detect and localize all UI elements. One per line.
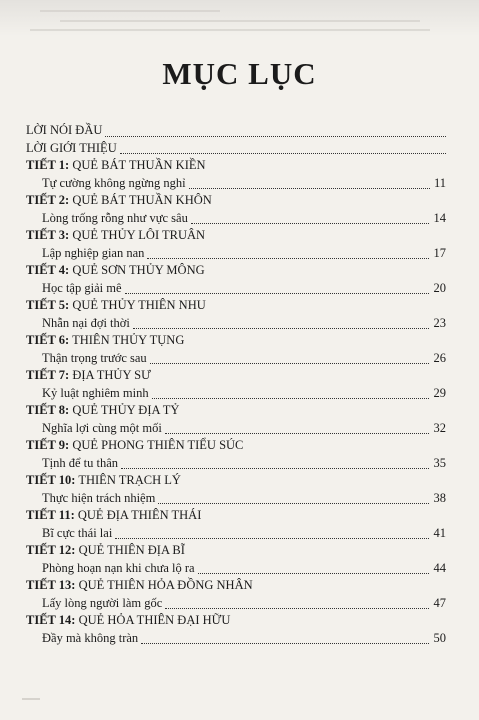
dot-leader (105, 136, 446, 137)
toc-entry-row (26, 560, 446, 578)
toc-entry-row (26, 350, 446, 368)
toc-section-row (26, 297, 446, 315)
section-label: TIẾT 12: (26, 543, 76, 557)
dot-leader (133, 328, 429, 329)
dot-leader (120, 153, 446, 154)
page-number: 50 (433, 630, 446, 645)
toc-entry-row (26, 420, 446, 438)
toc-entry-row (26, 490, 446, 508)
toc-entry-row (26, 525, 446, 543)
dot-leader (189, 188, 430, 189)
section-heading (26, 613, 230, 627)
dot-leader (165, 433, 429, 434)
section-label: TIẾT 6: (26, 333, 70, 347)
entry-title: Lập nghiệp gian nan (42, 245, 145, 260)
section-label: TIẾT 8: (26, 403, 70, 417)
toc-section-row (26, 472, 446, 490)
section-label: TIẾT 14: (26, 613, 76, 627)
page-number: 11 (433, 175, 446, 190)
section-heading (26, 333, 184, 347)
toc-section-row (26, 332, 446, 350)
dot-leader (150, 363, 429, 364)
toc-section-row (26, 507, 446, 525)
dot-leader (115, 538, 429, 539)
section-label: TIẾT 10: (26, 473, 76, 487)
toc-section-row (26, 542, 446, 560)
dot-leader (121, 468, 429, 469)
section-title: QUẺ BÁT THUẦN KHÔN (69, 193, 212, 207)
section-label: TIẾT 2: (26, 193, 70, 207)
section-title: QUẺ BÁT THUẦN KIỀN (69, 158, 206, 172)
section-label: TIẾT 4: (26, 263, 70, 277)
toc-front-row (26, 122, 446, 140)
section-title: QUẺ THIÊN ĐỊA BĨ (75, 543, 185, 557)
page-number: 17 (433, 245, 446, 260)
section-title: THIÊN TRẠCH LÝ (75, 473, 181, 487)
dot-leader (165, 608, 429, 609)
page-number: 38 (433, 490, 446, 505)
entry-title: Tịnh để tu thân (42, 455, 119, 470)
toc-section-row (26, 437, 446, 455)
dot-leader (198, 573, 429, 574)
entry-title: Đầy mà không tràn (42, 630, 139, 645)
top-bleed-area (0, 0, 479, 36)
page-number: 44 (433, 560, 446, 575)
section-heading (26, 508, 201, 522)
section-label: TIẾT 1: (26, 158, 70, 172)
section-label: TIẾT 13: (26, 578, 76, 592)
section-title: QUẺ THỦY ĐỊA TỶ (69, 403, 180, 417)
toc-section-row (26, 367, 446, 385)
toc-front-row (26, 140, 446, 158)
entry-title: Nghĩa lợi cùng một mối (42, 420, 162, 435)
entry-title: Phòng hoạn nạn khi chưa lộ ra (42, 560, 195, 575)
section-label: TIẾT 9: (26, 438, 70, 452)
entry-title: LỜI NÓI ĐẦU (26, 123, 103, 137)
page-number: 20 (433, 280, 446, 295)
toc-section-row (26, 262, 446, 280)
toc-entry-row (26, 595, 446, 613)
toc-entry-row (26, 245, 446, 263)
toc-entry-row (26, 455, 446, 473)
page-number: 35 (433, 455, 446, 470)
section-title: QUẺ PHONG THIÊN TIỂU SÚC (69, 438, 244, 452)
entry-title: Kỷ luật nghiêm minh (42, 385, 149, 400)
toc-entry-row (26, 280, 446, 298)
dot-leader (141, 643, 429, 644)
section-heading (26, 543, 185, 557)
toc-entry-row (26, 630, 446, 648)
section-title: QUẺ THIÊN HỎA ĐỒNG NHÂN (75, 578, 253, 592)
page-number: 41 (433, 525, 446, 540)
toc-entry-row (26, 315, 446, 333)
toc-section-row (26, 612, 446, 630)
section-label: TIẾT 5: (26, 298, 70, 312)
dot-leader (147, 258, 429, 259)
section-label: TIẾT 3: (26, 228, 70, 242)
toc-section-row (26, 577, 446, 595)
toc-entry-row (26, 210, 446, 228)
section-heading (26, 578, 253, 592)
section-heading (26, 298, 206, 312)
section-title: QUẺ HỎA THIÊN ĐẠI HỮU (75, 613, 231, 627)
section-title: QUẺ THỦY LÔI TRUÂN (69, 228, 206, 242)
table-of-contents (26, 122, 446, 647)
section-title: QUẺ SƠN THỦY MÔNG (69, 263, 205, 277)
section-heading (26, 438, 243, 452)
section-title: ĐỊA THỦY SƯ (69, 368, 151, 382)
section-title: QUẺ ĐỊA THIÊN THÁI (74, 508, 202, 522)
toc-section-row (26, 402, 446, 420)
toc-entry-row (26, 385, 446, 403)
page-edge-mark (22, 688, 40, 700)
page-number: 47 (433, 595, 446, 610)
dot-leader (191, 223, 429, 224)
section-heading (26, 368, 151, 382)
entry-title: Lòng trống rỗng như vực sâu (42, 210, 188, 225)
page-number: 23 (433, 315, 446, 330)
section-heading (26, 228, 205, 242)
section-title: QUẺ THỦY THIÊN NHU (69, 298, 206, 312)
section-label: TIẾT 11: (26, 508, 75, 522)
entry-title: Lấy lòng người làm gốc (42, 595, 163, 610)
toc-section-row (26, 227, 446, 245)
section-title: THIÊN THỦY TỤNG (69, 333, 185, 347)
page-number: 14 (433, 210, 446, 225)
toc-section-row (26, 157, 446, 175)
dot-leader (125, 293, 429, 294)
page-number: 29 (433, 385, 446, 400)
page-title: MỤC LỤC (162, 56, 317, 91)
entry-title: Thực hiện trách nhiệm (42, 490, 156, 505)
dot-leader (158, 503, 429, 504)
section-heading (26, 473, 181, 487)
page-number: 32 (433, 420, 446, 435)
entry-title: Bĩ cực thái lai (42, 525, 113, 540)
section-heading (26, 193, 212, 207)
section-heading (26, 403, 179, 417)
section-heading (26, 158, 206, 172)
entry-title: Học tập giải mê (42, 280, 122, 295)
toc-entry-row (26, 175, 446, 193)
page-number: 26 (433, 350, 446, 365)
entry-title: Thận trọng trước sau (42, 350, 147, 365)
section-label: TIẾT 7: (26, 368, 70, 382)
entry-title: Nhẫn nại đợi thời (42, 315, 130, 330)
toc-section-row (26, 192, 446, 210)
dot-leader (152, 398, 429, 399)
section-heading (26, 263, 205, 277)
entry-title: LỜI GIỚI THIỆU (26, 140, 117, 155)
entry-title: Tự cường không ngừng nghỉ (42, 175, 186, 190)
